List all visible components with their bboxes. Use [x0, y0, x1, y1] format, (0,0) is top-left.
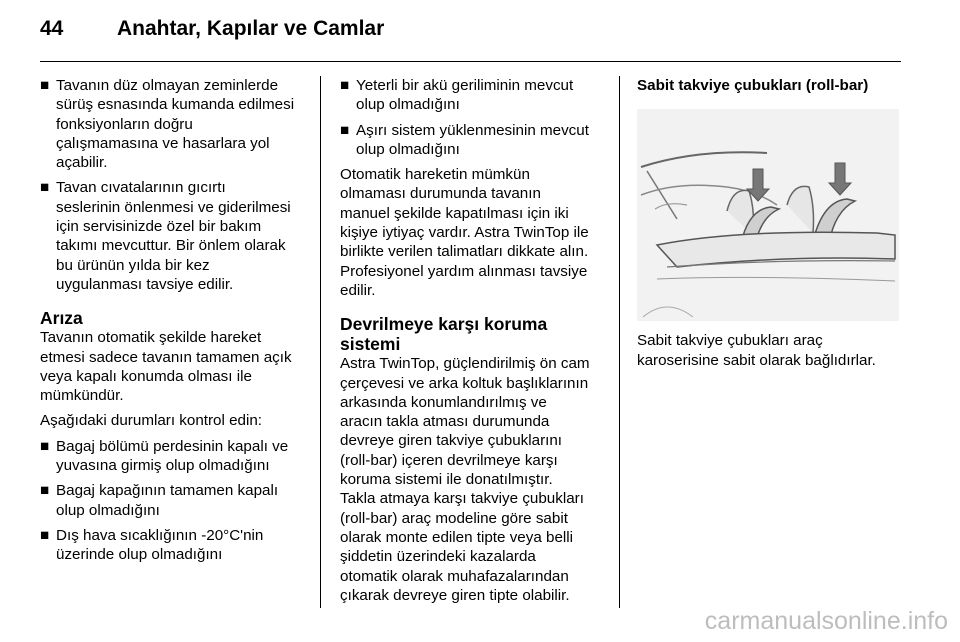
text-line: Tavanın düz olmayan zeminlerde: [56, 77, 279, 94]
text-line: Devrilmeye karşı koruma: [340, 314, 548, 335]
text-line: olup olmadığını: [356, 140, 460, 158]
roll-bar-illustration: [637, 109, 899, 321]
text-line: aracın takla atması durumunda: [340, 413, 550, 431]
convertible-car-illustration: [637, 109, 899, 321]
list-item: [40, 526, 308, 565]
subsection-heading-roll-bar: Sabit takviye çubukları (roll-bar): [637, 77, 869, 94]
text-line: Tavan cıvatalarının gıcırtı: [56, 179, 226, 197]
text-line: çıkarak devreye giren tipte olabilir.: [340, 586, 570, 604]
text-line: Bagaj kapağının tamamen kapalı: [56, 482, 279, 500]
column-1: [40, 76, 308, 571]
page-number: 44: [40, 17, 64, 40]
list-item: [40, 178, 308, 294]
text-line: Aşırı sistem yüklenmesinin mevcut: [356, 121, 589, 139]
text-line: bu ürünün yılda bir kez: [56, 256, 210, 274]
bullet-icon: ■: [40, 482, 50, 500]
text-line: olmaması durumunda tavanın: [340, 185, 541, 203]
text-line: kişiye iytiyaç vardır. Astra TwinTop ile: [340, 224, 589, 242]
bullet-icon: ■: [40, 526, 50, 544]
text-line: şiddetin üzerindeki kazalarda: [340, 548, 536, 566]
list-item: [340, 121, 608, 160]
text-line: sürüş esnasında kumanda edilmesi: [56, 96, 295, 114]
text-line: Yeterli bir akü geriliminin mevcut: [356, 77, 574, 94]
text-line: için servisinizde özel bir bakım: [56, 218, 262, 236]
header-rule: [40, 61, 901, 62]
column-divider: [320, 76, 321, 608]
list-item: [40, 437, 308, 476]
text-line: takımı mevcuttur. Bir önlem olarak: [56, 237, 286, 255]
paragraph: [40, 328, 308, 405]
text-line: Astra TwinTop, güçlendirilmiş ön cam: [340, 355, 590, 373]
text-line: Dış hava sıcaklığının -20°C'nin: [56, 526, 264, 544]
text-line: Otomatik hareketin mümkün: [340, 166, 530, 184]
text-line: birlikte verilen talimatları dikkate alın.: [340, 243, 589, 261]
section-heading-ariza: Arıza: [40, 308, 83, 329]
text-line: otomatik olarak muhafazalarından: [340, 567, 569, 585]
paragraph: [40, 411, 308, 430]
text-line: Takla atmaya karşı takviye çubukları: [340, 490, 584, 508]
text-line: etmesi sadece tavanın tamamen açık: [40, 348, 292, 366]
list-item: [40, 76, 308, 172]
text-line: manuel şekilde kapatılması için iki: [340, 204, 569, 222]
text-line: açabilir.: [56, 154, 108, 172]
column-divider: [619, 76, 620, 608]
text-line: edilir.: [340, 281, 376, 299]
text-line: fonksiyonların doğru: [56, 115, 193, 133]
text-line: olup olmadığını: [56, 501, 160, 519]
chapter-title: Anahtar, Kapılar ve Camlar: [117, 17, 385, 40]
text-line: veya kapalı konumda olması ile: [40, 367, 252, 385]
text-line: seslerinin önlenmesi ve giderilmesi: [56, 198, 291, 216]
bullet-icon: ■: [40, 179, 50, 197]
text-line: arkasında konumlandırılmış ve: [340, 393, 547, 411]
text-line: çerçevesi ve arka koltuk başlıklarının: [340, 374, 589, 392]
text-line: çalışmamasına ve hasarlara yol: [56, 134, 270, 152]
figure-caption: [637, 331, 903, 370]
section-heading-rollover: [340, 314, 608, 354]
bullet-icon: ■: [40, 77, 50, 94]
column-3: [637, 76, 903, 370]
paragraph: [340, 354, 608, 605]
text-line: sistemi: [340, 334, 401, 355]
text-line: koruma sistemi ile donatılmıştır.: [340, 471, 553, 489]
text-line: mümkündür.: [40, 387, 124, 405]
text-line: olup olmadığını: [356, 96, 460, 114]
text-line: Sabit takviye çubukları araç: [637, 332, 823, 350]
list-item: [40, 481, 308, 520]
text-line: üzerinde olup olmadığını: [56, 546, 223, 564]
text-line: olarak monte edilen tipte veya belli: [340, 528, 574, 546]
text-line: Tavanın otomatik şekilde hareket: [40, 329, 262, 347]
text-line: (roll-bar) araç modeline göre sabit: [340, 509, 568, 527]
paragraph: [340, 165, 608, 300]
column-2: [340, 76, 608, 611]
bullet-icon: ■: [340, 77, 350, 94]
text-line: devreye giren takviye çubuklarını: [340, 432, 563, 450]
list-item: [340, 76, 608, 115]
bullet-list: [340, 76, 608, 159]
text-line: Bagaj bölümü perdesinin kapalı ve: [56, 437, 289, 455]
watermark: carmanualsonline.info: [704, 607, 948, 635]
bullet-icon: ■: [340, 121, 350, 139]
text-line: (roll-bar) içeren devrilmeye karşı: [340, 451, 558, 469]
text-line: karoserisine sabit olarak bağlıdırlar.: [637, 351, 876, 369]
bullet-list-checks: [40, 437, 308, 565]
bullet-list-top: [40, 76, 308, 294]
text-line: Profesiyonel yardım alınması tavsiye: [340, 262, 588, 280]
bullet-icon: ■: [40, 437, 50, 455]
text-line: yuvasına girmiş olup olmadığını: [56, 457, 270, 475]
text-line: uygulanması tavsiye edilir.: [56, 275, 234, 293]
text-line: Aşağıdaki durumları kontrol edin:: [40, 412, 263, 430]
